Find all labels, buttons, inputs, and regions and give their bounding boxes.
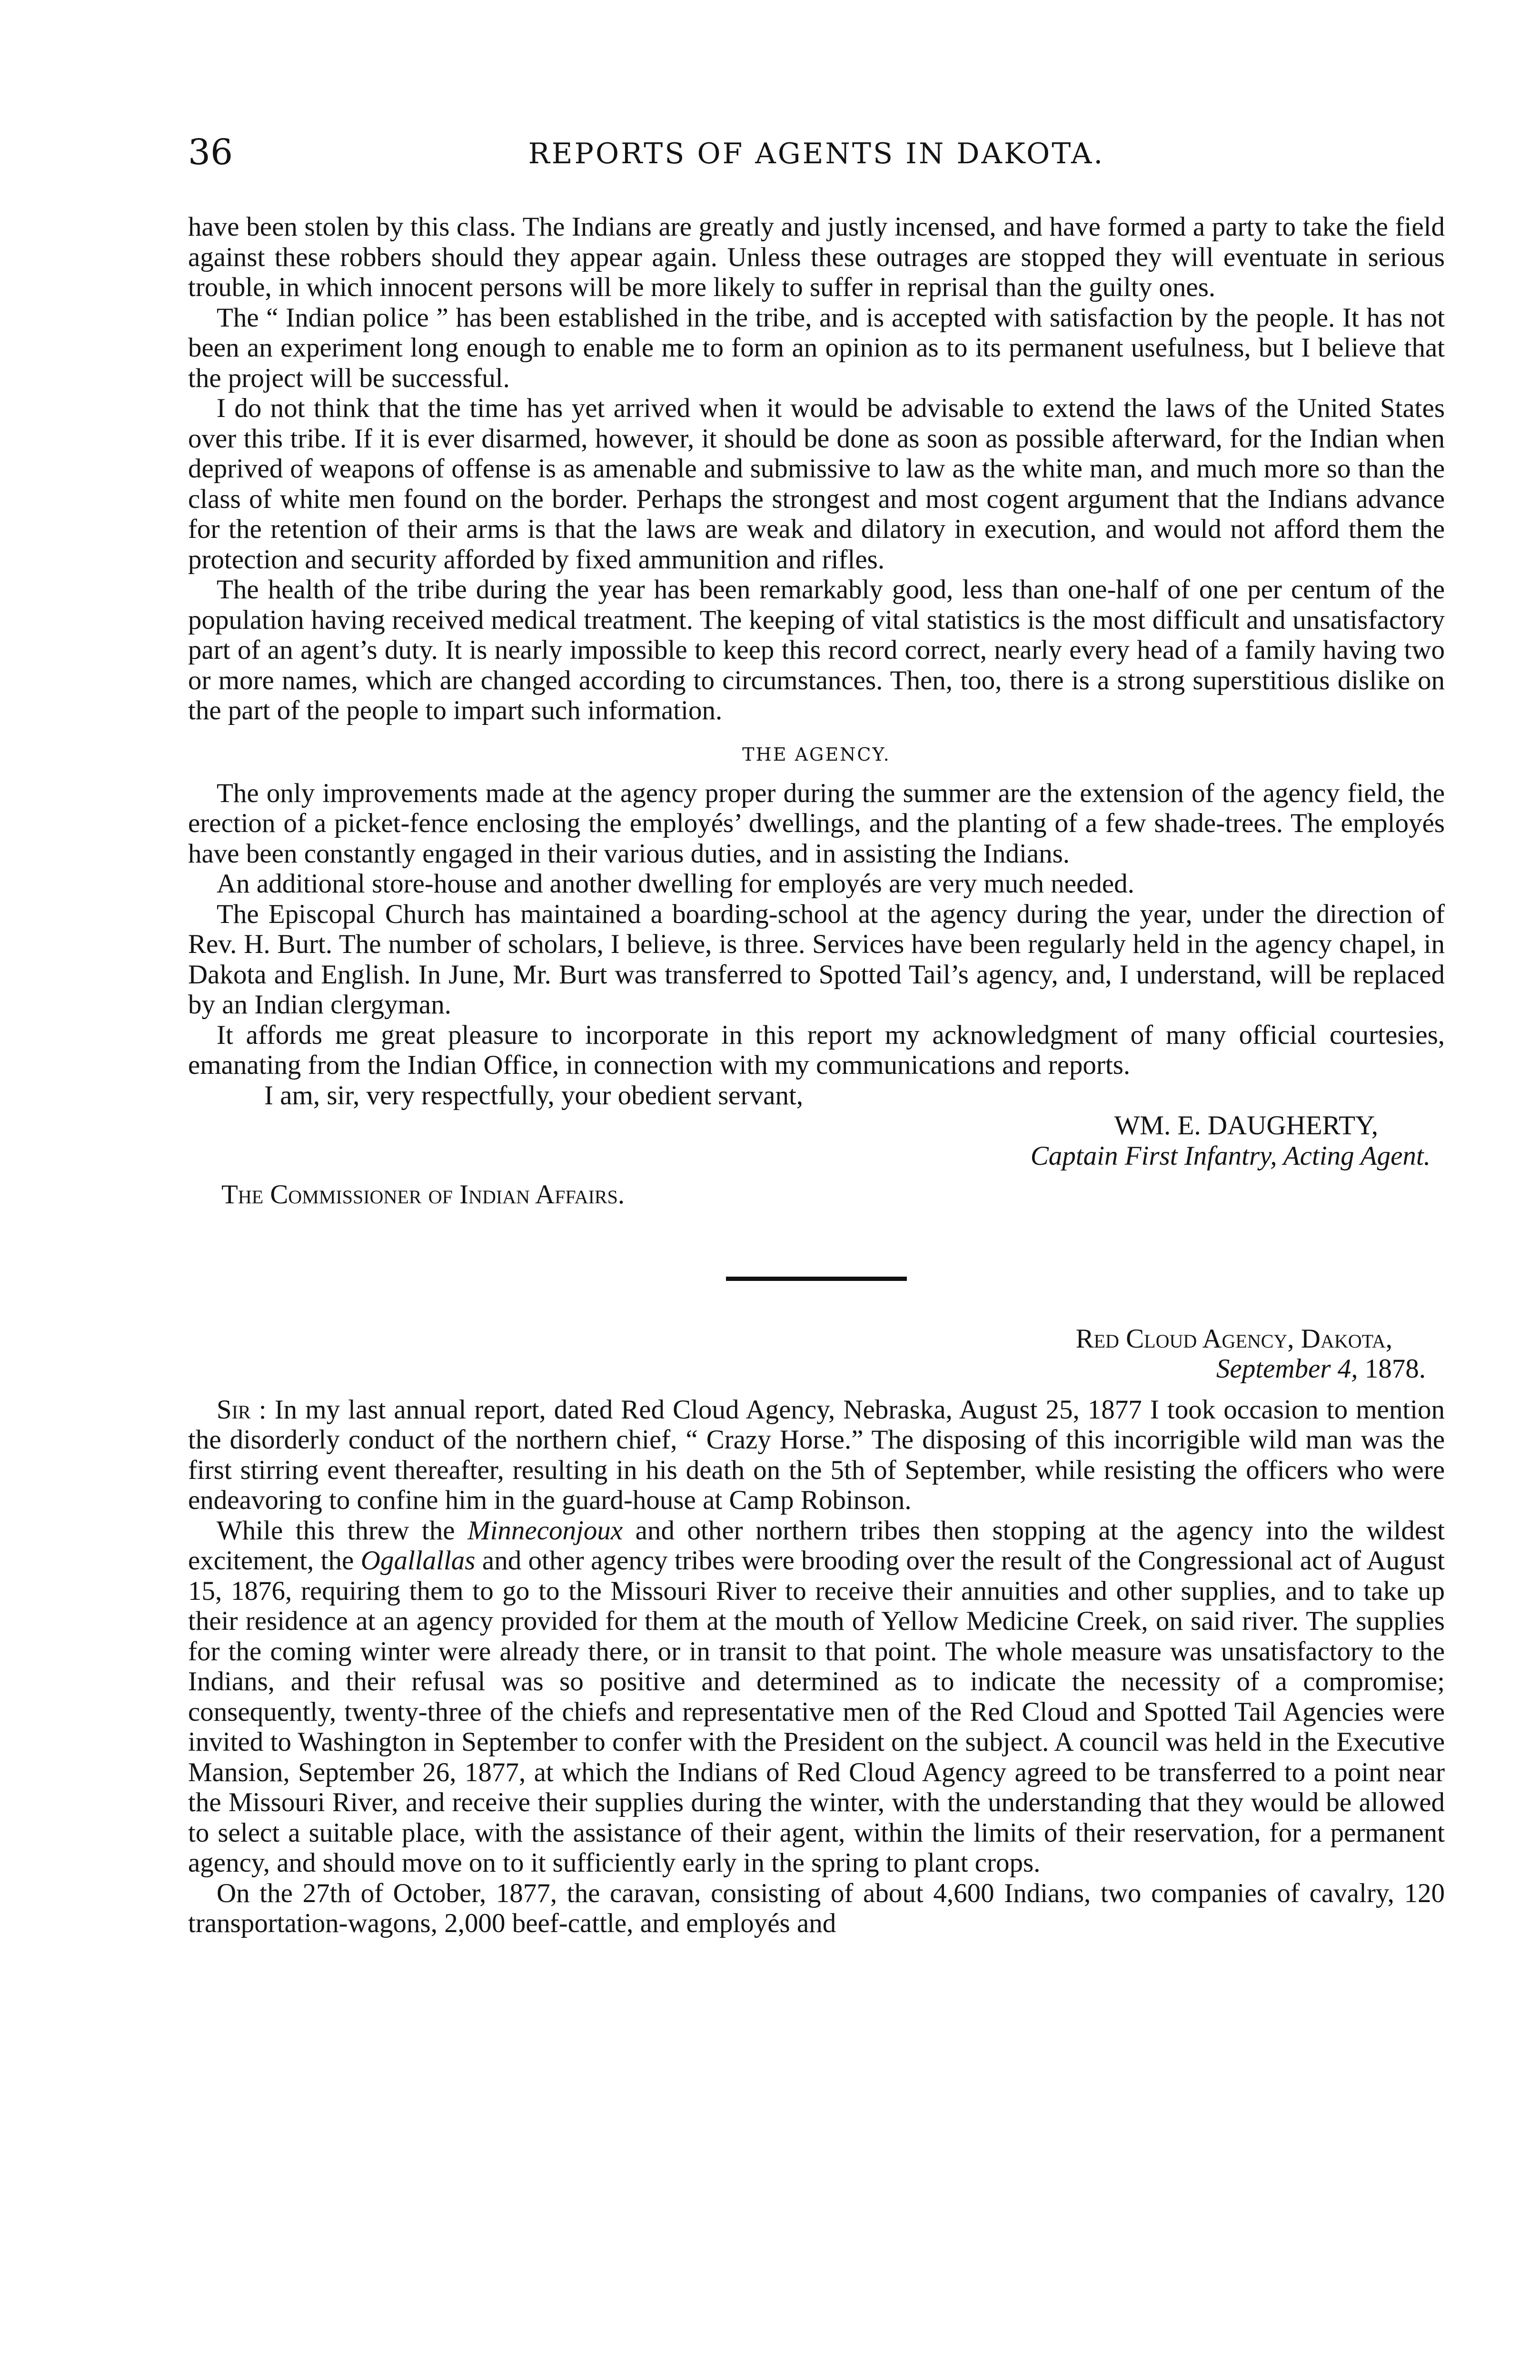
report2-paragraph-1-text: In my last annual report, dated Red Cloud Agency, Nebraska, August 25, 1877 I took occasion to mention the disorderly conduct of the northern chief, “ Crazy Horse.” The disposing of this incorrigible wild man was the first stirring event thereafter, resulting in his death on the 5th of September, while resisting the officers who were endeavoring to confine him in the guard-house at Camp Robinson. — [188, 1394, 1445, 1515]
report2-paragraph-1 — [188, 1395, 1445, 1516]
page-header — [188, 131, 1445, 174]
report1-paragraph-5: The only improvements made at the agency proper during the summer are the extension of the agency field, the erection of a picket-fence enclosing the employés’ dwellings, and the planting of a few shade-trees. The employés have been constantly engaged in their various duties, and in assisting the Indians. — [188, 778, 1445, 869]
tribe-name-minneconjoux: Minneconjoux — [467, 1515, 623, 1546]
dateline-place: Red Cloud Agency, Dakota, — [1075, 1323, 1392, 1354]
section-divider-rule — [726, 1277, 907, 1281]
tribe-name-ogallallas: Ogallallas — [360, 1546, 476, 1576]
dateline-year: 1878. — [1364, 1354, 1426, 1384]
report1-paragraph-1: have been stolen by this class. The Indians are greatly and justly incensed, and have formed a party to take the field against these robbers should they appear again. Unless these outrages are stopped they will eventuate in serious trouble, in which innocent persons will be more likely to suffer in reprisal than the guilty ones. — [188, 212, 1445, 302]
report1-paragraph-3: I do not think that the time has yet arrived when it would be advisable to extend the laws of the United States over this tribe. If it is ever disarmed, however, it should be done as soon as possible afterward, for the Indian when deprived of weapons of offense is as amenable and submissive to law as the white man, and much more so than the class of white men found on the border. Perhaps the strongest and most cogent argument that the Indians advance for the retention of their arms is that the laws are weak and dilatory in execution, and would not afford them the protection and security afforded by fixed ammunition and rifles. — [188, 393, 1445, 575]
section-heading-agency: THE AGENCY. — [742, 744, 891, 765]
report1-paragraph-6: An additional store-house and another dwelling for employés are very much needed. — [217, 869, 1134, 899]
dateline-date — [188, 1354, 1445, 1384]
report1-paragraph-7: The Episcopal Church has maintained a boarding-school at the agency during the year, under the direction of Rev. H. Burt. The number of scholars, I believe, is three. Services have been regularly held in the agency chapel, in Dakota and English. In June, Mr. Burt was transferred to Spotted Tail’s agency, and, I understand, will be replaced by an Indian clergyman. — [188, 899, 1445, 1020]
report1-paragraph-2: The “ Indian police ” has been established in the tribe, and is accepted with satisfaction by the people. It has not been an experiment long enough to enable me to form an opinion as to its permanent usefulness, but I believe that the project will be successful. — [188, 302, 1445, 393]
dateline-month-day: September 4, — [1216, 1354, 1358, 1384]
signature-name: WM. E. DAUGHERTY, — [1114, 1111, 1378, 1140]
report2-paragraph-2-part-b: and other northern tribes then stopping at the agency into the wildest excitement, the — [188, 1515, 1445, 1576]
report2-paragraph-2-part-c: and other agency tribes were brooding over the result of the Congressional act of August 15, 1876, requiring them to go to the Missouri River to receive their annuities and other supplies, and to take up their residence at an agency provided for them at the mouth of Yellow Medicine Creek, on said river. The supplies for the coming winter were already there, or in transit to that point. The whole measure was unsatisfactory to the Indians, and their refusal was so positive and determined as to indicate the necessity of a compromise; consequently, twenty-three of the chiefs and representative men of the Red Cloud and Spotted Tail Agencies were invited to Washington in September to confer with the President on the subject. A council was held in the Executive Mansion, September 26, 1877, at which the Indians of Red Cloud Agency agreed to be transferred to a point near the Missouri River, and receive their supplies during the winter, with the understanding that they would be allowed to select a suitable place, with the assistance of their agent, within the limits of their reservation, for a permanent agency, and should move on to it sufficiently early in the spring to plant crops. — [188, 1546, 1445, 1878]
report2-paragraph-2-part-a: While this threw the — [217, 1515, 455, 1546]
running-head: REPORTS OF AGENTS IN DAKOTA. — [528, 137, 1105, 170]
report2-paragraph-3: On the 27th of October, 1877, the caravan, consisting of about 4,600 Indians, two companies of cavalry, 120 transportation-wagons, 2,000 beef-cattle, and employés and — [188, 1878, 1445, 1938]
report1-paragraph-8: It affords me great pleasure to incorporate in this report my acknowledgment of many official courtesies, emanating from the Indian Office, in connection with my communications and reports. — [188, 1020, 1445, 1080]
page-number: 36 — [188, 132, 233, 173]
addressee: The Commissioner of Indian Affairs. — [221, 1180, 625, 1210]
page-body — [188, 212, 1445, 1939]
report1-paragraph-4: The health of the tribe during the year has been remarkably good, less than one-half of one per centum of the population having received medical treatment. The keeping of vital statistics is the most difficult and unsatisfactory part of an agent’s duty. It is nearly impossible to keep this record correct, nearly every head of a family having two or more names, which are changed according to circumstances. Then, too, there is a strong superstitious dislike on the part of the people to impart such information. — [188, 575, 1445, 725]
closing-line: I am, sir, very respectfully, your obedient servant, — [264, 1080, 804, 1111]
signature-title: Captain First Infantry, Acting Agent. — [1030, 1140, 1431, 1171]
salutation: Sir : — [217, 1394, 267, 1425]
report2-paragraph-2 — [188, 1516, 1445, 1878]
